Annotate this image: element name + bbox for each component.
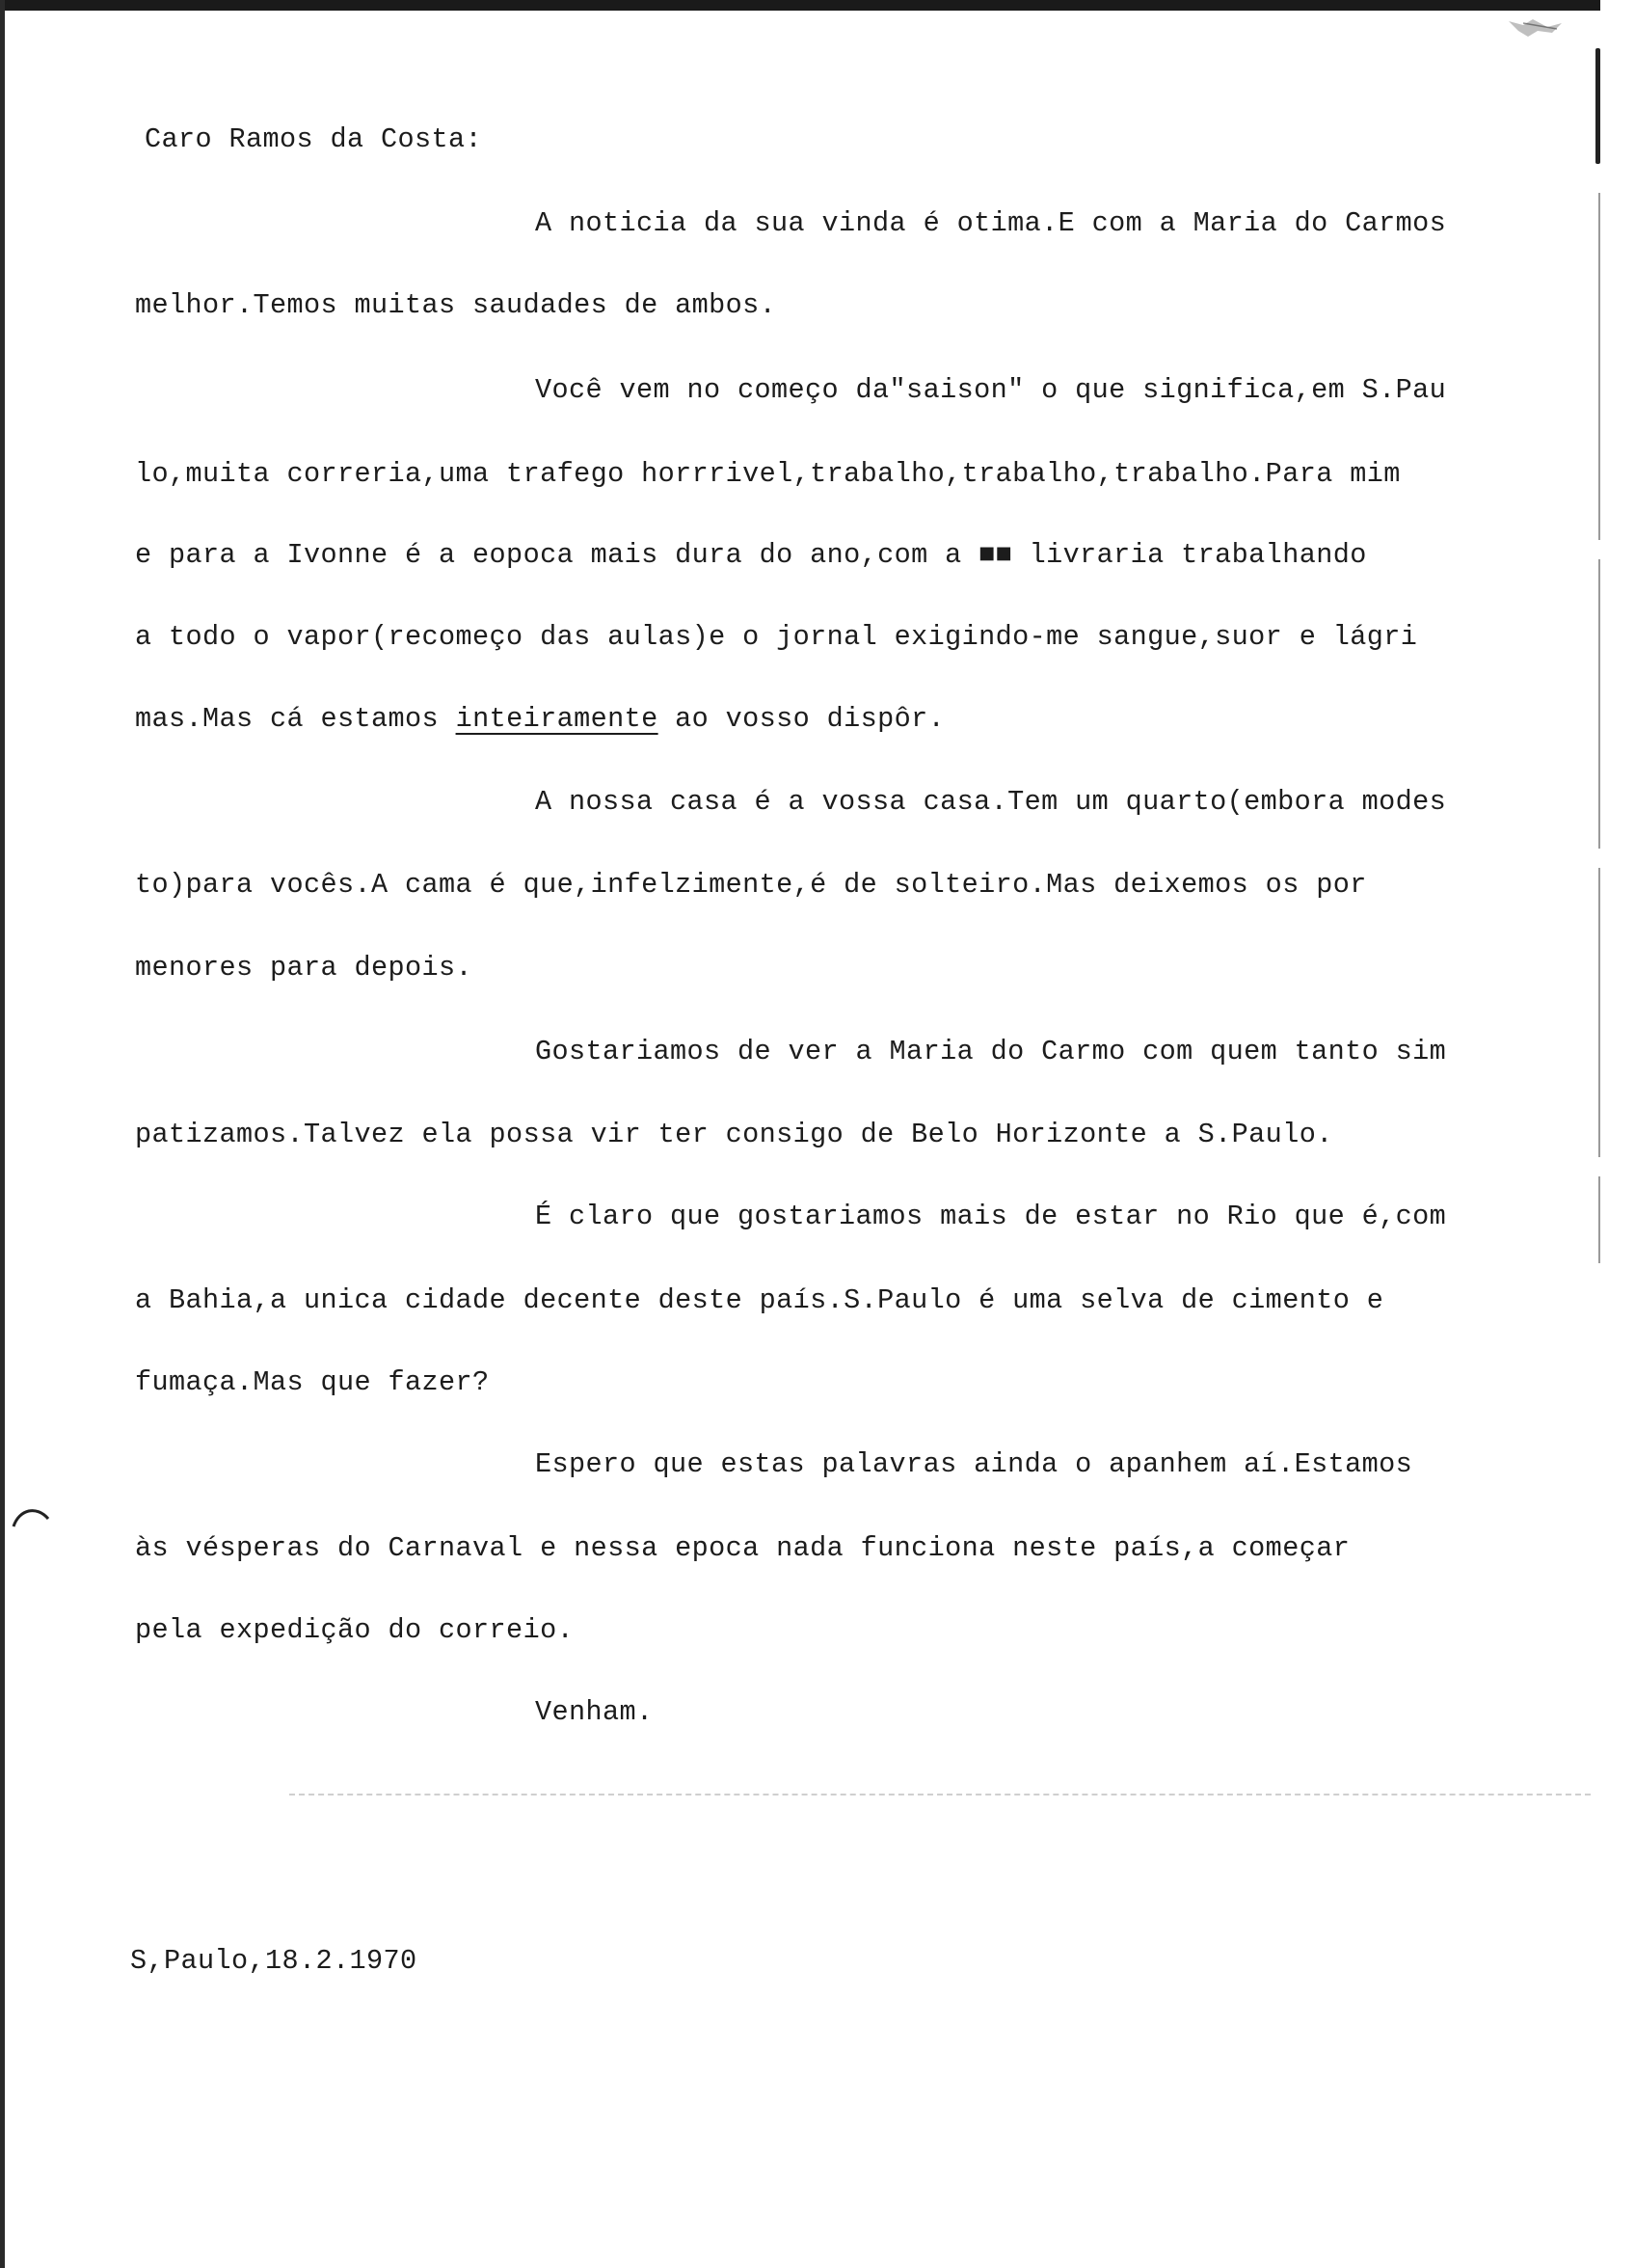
scan-right-edge-mark: [1595, 48, 1600, 164]
scan-left-edge: [0, 0, 5, 2268]
margin-hole-punch-mark: [10, 1499, 52, 1538]
scan-top-edge: [0, 0, 1600, 11]
scan-right-edge-dash: [1598, 559, 1600, 849]
faint-dashed-rule: [289, 1794, 1591, 1796]
closing: Venham.: [535, 1696, 654, 1728]
letter-line: Você vem no começo da"saison" o que significa,em S.Pau: [535, 374, 1447, 406]
place-date: S,Paulo,18.2.1970: [130, 1945, 417, 1977]
letter-line: e para a Ivonne é a eopoca mais dura do ano,com a ■■ livraria trabalhando: [135, 539, 1367, 571]
letter-line: patizamos.Talvez ela possa vir ter consigo de Belo Horizonte a S.Paulo.: [135, 1119, 1333, 1150]
underlined-word: inteiramente: [455, 703, 658, 735]
letter-text: mas.Mas cá estamos: [135, 703, 456, 735]
letter-line: A noticia da sua vinda é otima.E com a Maria do Carmos: [535, 207, 1447, 239]
letter-line: menores para depois.: [135, 952, 473, 984]
letter-line: às vésperas do Carnaval e nessa epoca nada funciona neste país,a começar: [135, 1532, 1351, 1564]
letter-line-with-underline: [135, 703, 946, 735]
letter-line: lo,muita correria,uma trafego horrrivel,trabalho,trabalho,trabalho.Para mim: [135, 458, 1401, 490]
letter-line: melhor.Temos muitas saudades de ambos.: [135, 289, 777, 321]
letter-line: A nossa casa é a vossa casa.Tem um quarto(embora modes: [535, 786, 1447, 818]
letter-line: to)para vocês.A cama é que,infelzimente,é de solteiro.Mas deixemos os por: [135, 869, 1367, 901]
scan-right-edge-dash: [1598, 1176, 1600, 1263]
letter-line: fumaça.Mas que fazer?: [135, 1366, 490, 1398]
salutation: Caro Ramos da Costa:: [145, 123, 483, 155]
letter-line: É claro que gostariamos mais de estar no Rio que é,com: [535, 1201, 1447, 1232]
letter-line: a Bahia,a unica cidade decente deste país.S.Paulo é uma selva de cimento e: [135, 1284, 1384, 1316]
letter-line: pela expedição do correio.: [135, 1614, 575, 1646]
letter-line: Espero que estas palavras ainda o apanhem aí.Estamos: [535, 1448, 1413, 1480]
scan-right-edge-dash: [1598, 193, 1600, 540]
scan-right-edge-dash: [1598, 868, 1600, 1157]
scan-corner-tear: [1504, 14, 1571, 46]
letter-text: ao vosso dispôr.: [657, 703, 946, 735]
letter-line: a todo o vapor(recomeço das aulas)e o jornal exigindo-me sangue,suor e lágri: [135, 621, 1418, 653]
letter-line: Gostariamos de ver a Maria do Carmo com quem tanto sim: [535, 1036, 1447, 1067]
